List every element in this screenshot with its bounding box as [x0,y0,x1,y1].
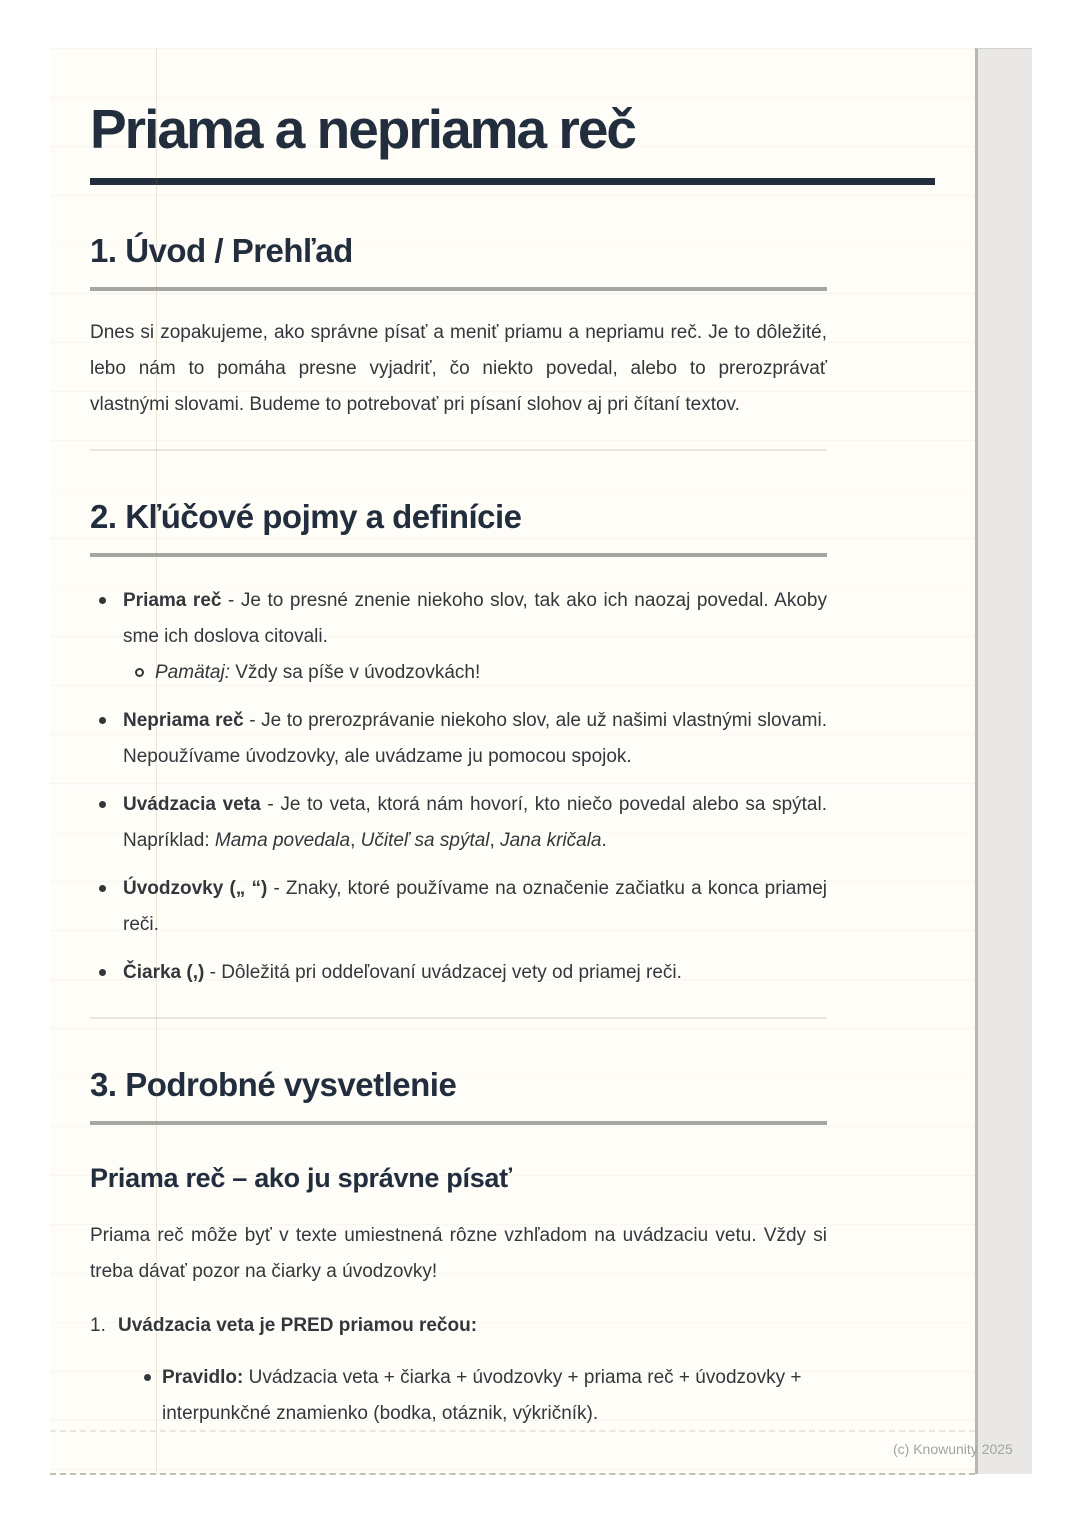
detail-heading-rule [90,1121,827,1125]
term-label: Nepriama reč [123,710,244,732]
term-example-separator: , [489,830,501,852]
rule-item-1 [90,1308,827,1432]
section-divider [90,1017,827,1019]
detail-heading: 3. Podrobné vysvetlenie [90,1066,457,1104]
term-item-uvadzacia-veta [90,787,827,859]
term-example: Jana kričala [500,830,602,852]
rule-detail-list [118,1360,827,1432]
note-text: Vždy sa píše v úvodzovkách! [229,662,481,684]
term-note [123,655,827,691]
term-definition: - Dôležitá pri oddeľovaní uvádzacej vety od priamej reči. [204,962,682,984]
key-terms-list [90,583,827,991]
rule-detail-text: Uvádzacia veta + čiarka + úvodzovky + priama reč + úvodzovky + interpunkčné znamienko (bodka, otáznik, výkričník). [162,1367,802,1425]
intro-heading-rule [90,287,827,291]
section-key-terms [90,498,935,1019]
term-item-priama-rec [90,583,827,691]
detail-subheading: Priama reč – ako ju správne písať [90,1163,512,1194]
term-item-ciarka [90,955,827,991]
section-intro [90,232,935,451]
term-label: Uvádzacia veta [123,794,261,816]
next-page-edge [975,48,1032,1474]
note-label: Pamätaj: [155,662,230,684]
term-example: Mama povedala [214,830,351,852]
rule-number: 1. [90,1315,106,1337]
intro-paragraph: Dnes si zopakujeme, ako správne písať a meniť priamu a nepriamu reč. Je to dôležité, lebo nám to pomáha presne vyjadriť, čo niekto povedal, alebo to prerozprávať vlastnými slovami. Budeme to potrebovať pri písaní slohov aj pri čítaní textov. [90,322,827,416]
section-divider [90,449,827,451]
term-item-nepriama-rec [90,703,827,775]
term-example: Učiteľ sa spýtal [360,830,490,852]
section-detail [90,1066,935,1432]
intro-heading: 1. Úvod / Prehľad [90,232,353,270]
rule-detail [118,1360,827,1432]
term-label: Priama reč [123,590,222,612]
term-definition: - Je to veta, ktorá nám hovorí, kto niečo povedal alebo sa spýtal. Napríklad: [123,794,827,852]
term-item-uvodzovky [90,871,827,943]
term-sentence-end: . [601,830,607,852]
key-terms-heading-rule [90,553,827,557]
key-terms-heading: 2. Kľúčové pojmy a definície [90,498,522,536]
term-example-separator: , [350,830,361,852]
rules-list [90,1308,827,1432]
title-rule [90,178,935,185]
document-page [50,48,975,1475]
term-label: Čiarka (,) [123,962,205,984]
term-definition: - Je to prerozprávanie niekoho slov, ale už našimi vlastnými slovami. Nepoužívame úvodzovky, ale uvádzame ju pomocou spojok. [123,710,827,768]
term-label: Úvodzovky („ “) [123,878,268,900]
document-title: Priama a nepriama reč [90,98,636,160]
detail-paragraph: Priama reč môže byť v texte umiestnená rôzne vzhľadom na uvádzaciu vetu. Vždy si treba dávať pozor na čiarky a úvodzovky! [90,1225,827,1283]
rule-detail-label: Pravidlo: [162,1367,244,1389]
term-note-list [123,655,827,691]
watermark: (c) Knowunity 2025 [893,1441,1013,1457]
term-definition: - Znaky, ktoré používame na označenie začiatku a konca priamej reči. [123,878,827,936]
rule-title: Uvádzacia veta je PRED priamou rečou: [118,1315,478,1337]
term-definition: - Je to presné znenie niekoho slov, tak ako ich naozaj povedal. Akoby sme ich doslova citovali. [123,590,827,648]
